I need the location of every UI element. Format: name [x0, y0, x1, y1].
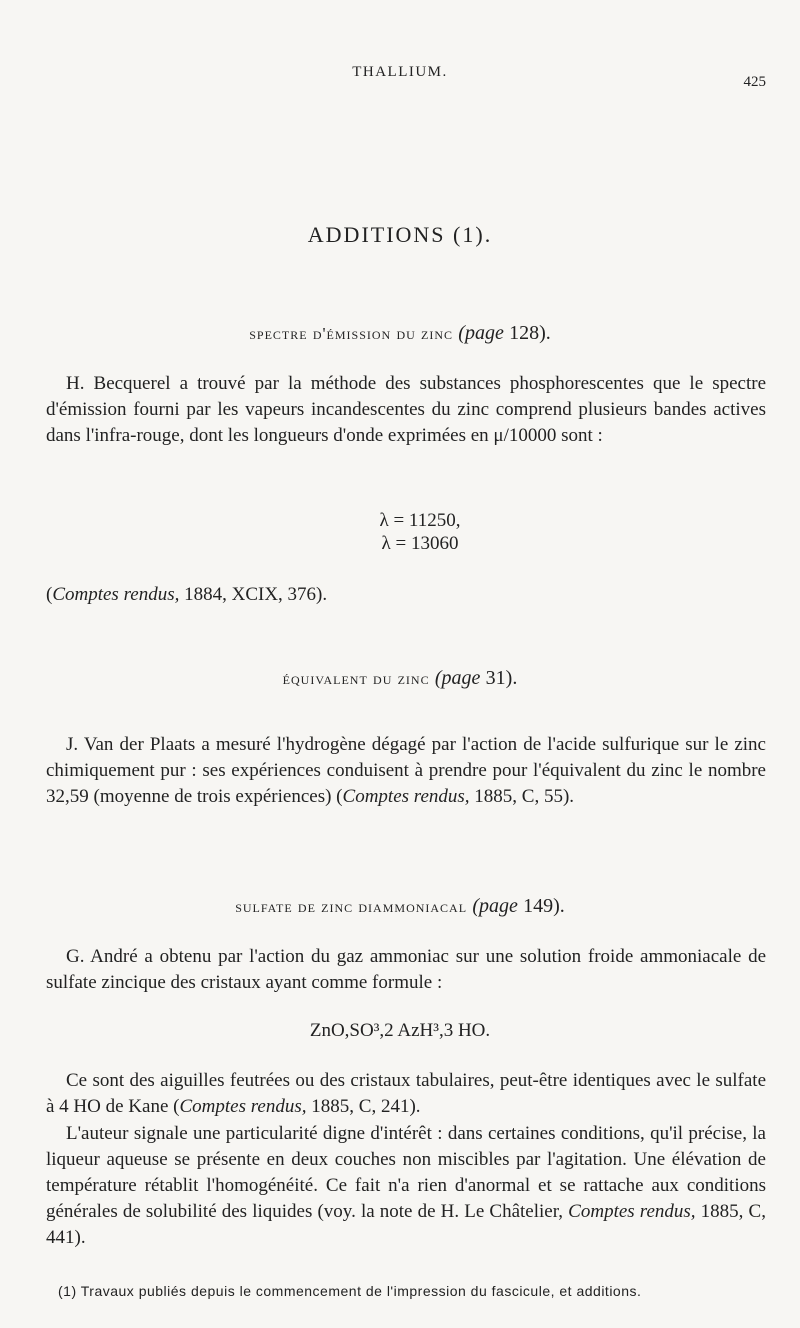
citation-journal: Comptes rendus, — [179, 1096, 307, 1117]
page-ref: (page — [472, 895, 518, 917]
citation-details: 1885, C, 55). — [469, 786, 575, 807]
citation-comptes-rendus-1884 — [46, 582, 766, 608]
paragraph-van-der-plaats — [46, 732, 766, 810]
citation-journal: Comptes rendus, — [568, 1201, 696, 1222]
running-title: THALLIUM. — [352, 64, 448, 80]
formula-zinc-sulfate: ZnO,SO³,2 AzH³,3 HO. — [309, 1020, 491, 1041]
citation-details: 1884, XCIX, 376). — [184, 584, 328, 605]
subheading-zinc-equivalent — [0, 667, 800, 690]
paragraph-auteur — [46, 1121, 766, 1251]
section-title: ADDITIONS (1). — [307, 222, 493, 247]
page-ref-number: 31). — [485, 667, 518, 689]
citation-details: 1885, C, 441). — [46, 1201, 766, 1248]
paragraph-becquerel: H. Becquerel a trouvé par la méthode des substances phosphorescentes que le spectre d'émission fourni par les vapeurs incandescentes du zinc comprend plusieurs bandes actives dans l'infra-rouge, dont les longueurs d'onde exprimées en μ/10000 sont : — [46, 373, 766, 446]
paragraph-text: L'auteur signale une particularité digne d'intérêt : dans certaines conditions, qu'il précise, la liqueur aqueuse se présente en deux couches non miscibles par l'agitation. Une élévation de température rétablit l'homogénéité. Ce fait n'a rien d'anormal et se rattache aux conditions générales de solubilité des liquides (voy. la note de H. Le Châtelier, — [46, 1123, 766, 1222]
subheading-zinc-sulfate — [0, 895, 800, 918]
subheading-text: sulfate de zinc diammoniacal — [235, 897, 468, 916]
page-ref-number: 128). — [509, 322, 551, 344]
paragraph-text: J. Van der Plaats a mesuré l'hydrogène dégagé par l'action de l'acide sulfurique sur le zinc chimiquement pur : ses expériences conduisent à prendre pour l'équivalent du zinc le nombre 32,59 (moyenne de trois expériences) ( — [46, 734, 766, 807]
footnote: (1) Travaux publiés depuis le commencement de l'impression du fascicule, et additions. — [58, 1283, 642, 1299]
citation-journal: Comptes rendus, — [342, 786, 470, 807]
paragraph-aiguilles — [46, 1068, 766, 1120]
page-ref: (page — [434, 667, 481, 689]
formula-lambda-1: λ = 11250, — [379, 510, 461, 531]
paragraph-text: Ce sont des aiguilles feutrées ou des cristaux tabulaires, peut-être identiques avec le sulfate à 4 HO de Kane ( — [46, 1070, 766, 1117]
page-ref: (page — [458, 322, 504, 344]
formula-lambda-2: λ = 13060 — [381, 533, 459, 554]
page-number: 425 — [743, 74, 766, 90]
citation-details: 1885, C, 241). — [306, 1096, 421, 1117]
subheading-text: équivalent du zinc — [282, 669, 430, 688]
citation-open-paren: ( — [46, 584, 53, 605]
paragraph-andre: G. André a obtenu par l'action du gaz ammoniac sur une solution froide ammoniacale de sulfate zincique des cristaux ayant comme formule : — [46, 946, 766, 993]
subheading-emission-spectrum — [0, 322, 800, 345]
subheading-text: spectre d'émission du zinc — [249, 324, 454, 343]
page-ref-number: 149). — [523, 895, 565, 917]
citation-journal: Comptes rendus, — [52, 584, 180, 605]
